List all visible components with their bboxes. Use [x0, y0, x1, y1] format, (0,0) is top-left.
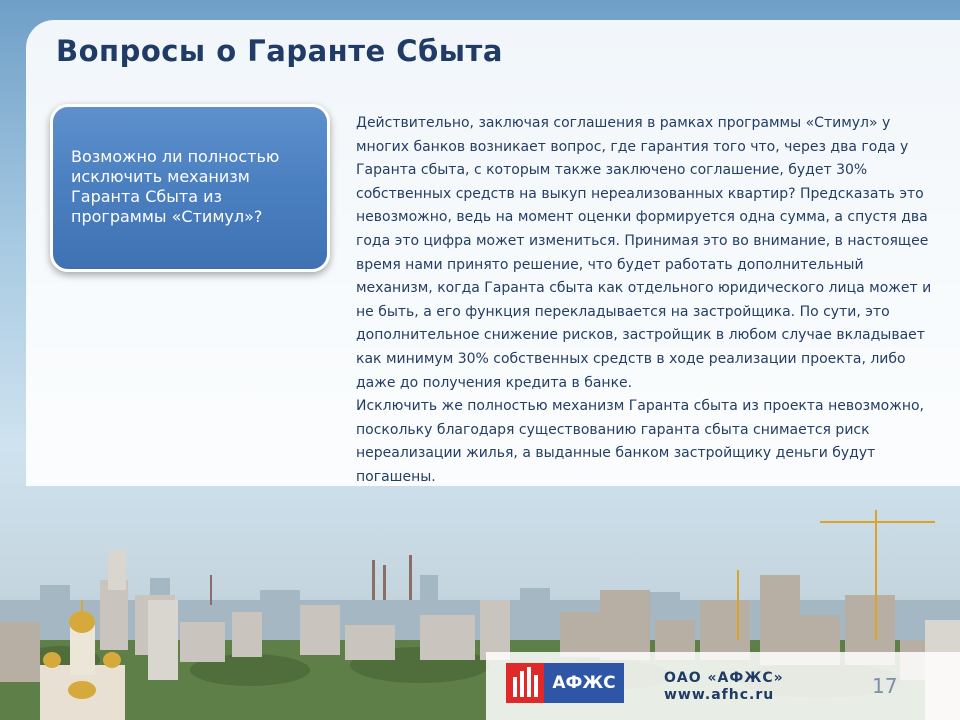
page-number: 17	[872, 674, 898, 698]
answer-text	[356, 112, 936, 490]
logo-text: АФЖС	[552, 673, 616, 693]
slide-title: Вопросы о Гаранте Сбыта	[56, 34, 503, 68]
company-name: ОАО «АФЖС»	[664, 670, 784, 686]
question-text: Возможно ли полностью исключить механизм Гаранта Сбыта из программы «Стимул»?	[71, 147, 280, 226]
logo-building-icon	[506, 663, 544, 703]
company-website[interactable]: www.afhc.ru	[664, 687, 775, 703]
question-box	[50, 104, 330, 272]
answer-paragraph-2: Исключить же полностью механизм Гаранта сбыта из проекта невозможно, поскольку благодаря существованию гаранта сбыта снимается риск нереализации жилья, а выданные банком застройщику деньги будут погашены.	[356, 398, 925, 485]
company-logo	[506, 663, 624, 703]
company-info	[664, 670, 784, 704]
answer-paragraph-1: Действительно, заключая соглашения в рамках программы «Стимул» у многих банков возникает вопрос, где гарантия того что, через два года у Гаранта сбыта, с которым также заключено соглашение, будет 30% собственных средств на выкуп нереализованных квартир? Предсказать это невозможно, ведь на момент оценки формируется одна сумма, а спустя два года это цифра может измениться. Принимая это во внимание, в настоящее время нами принято решение, что будет работать дополнительный механизм, когда Гаранта сбыта как отдельного юридического лица может и не быть, а его функция перекладывается на застройщика. По сути, это дополнительное снижение рисков, застройщик в любом случае вкладывает как минимум 30% собственных средств в ходе реализации проекта, либо даже до получения кредита в банке.	[356, 115, 932, 391]
